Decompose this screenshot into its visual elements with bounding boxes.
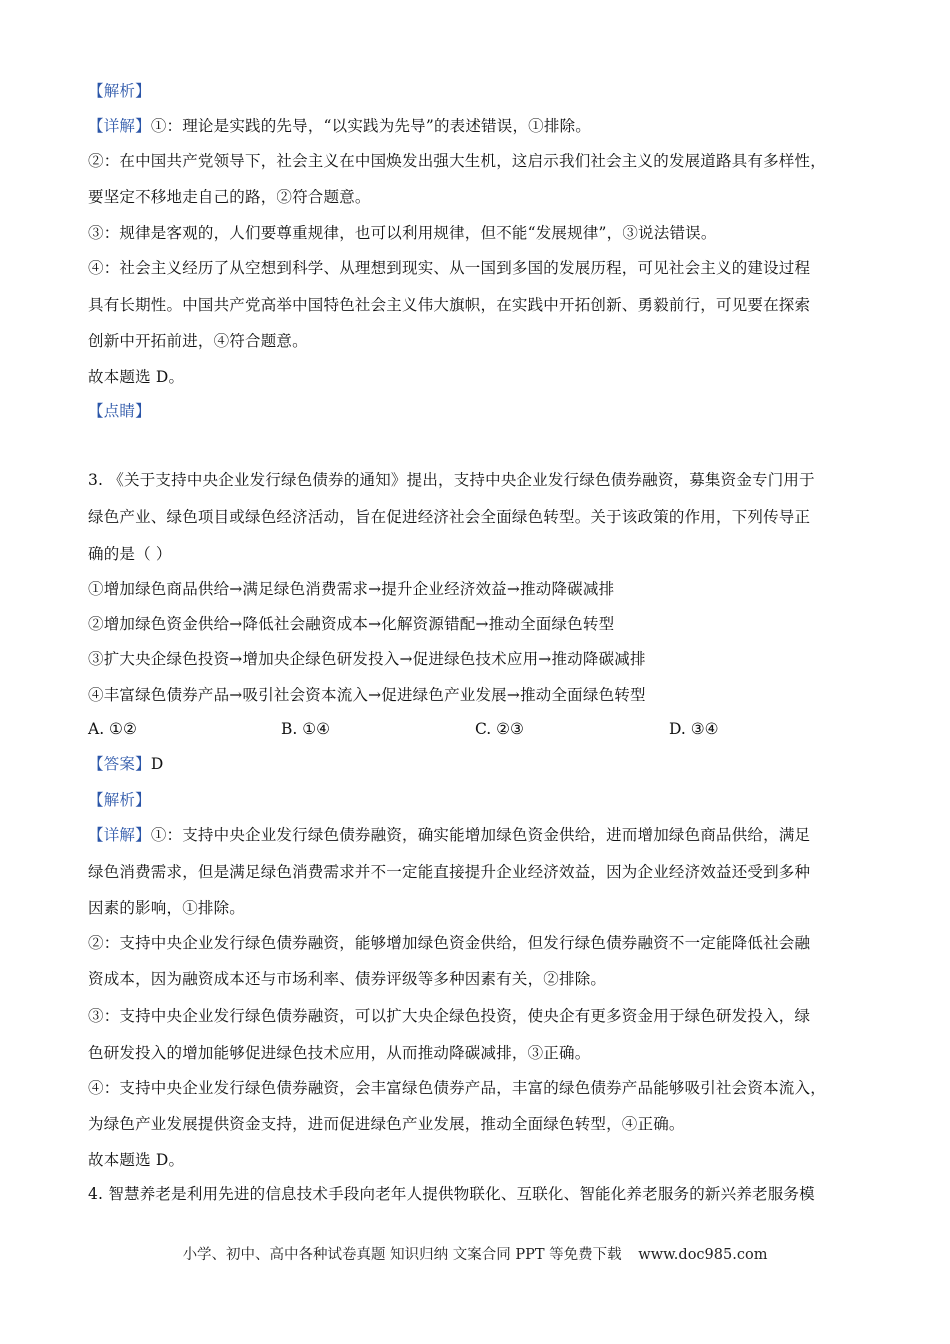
- detail-line: 资成本，因为融资成本还与市场利率、债券评级等多种因素有关，②排除。: [88, 970, 607, 988]
- detail-line: ④：支持中央企业发行绿色债券融资，会丰富绿色债券产品，丰富的绿色债券产品能够吸引社会资本流入，: [88, 1079, 826, 1097]
- section-tag-key-points: 【点睛】: [88, 402, 151, 420]
- conclusion: 故本题选 D。: [88, 1151, 185, 1169]
- footer-link[interactable]: www.doc985.com: [638, 1247, 768, 1263]
- question-3-stem: 绿色产业、绿色项目或绿色经济活动，旨在促进经济社会全面绿色转型。关于该政策的作用，下列传导正: [88, 508, 811, 526]
- question-3-item: ①增加绿色商品供给→满足绿色消费需求→提升企业经济效益→推动降碳减排: [88, 580, 615, 598]
- question-4-stem: 4. 智慧养老是利用先进的信息技术手段向老年人提供物联化、互联化、智能化养老服务的新兴养老服务模: [88, 1185, 815, 1203]
- option-c: C. ②③: [475, 720, 524, 738]
- detail-text: ①：支持中央企业发行绿色债券融资，确实能增加绿色资金供给，进而增加绿色商品供给，满足: [150, 826, 811, 844]
- question-3-stem: 确的是（ ）: [88, 545, 172, 563]
- detail-line: 要坚定不移地走自己的路，②符合题意。: [88, 188, 371, 206]
- detail-line: 创新中开拓前进，④符合题意。: [88, 332, 308, 350]
- detail-line: 因素的影响，①排除。: [88, 899, 246, 917]
- detail-line: 色研发投入的增加能够促进绿色技术应用，从而推动降碳减排，③正确。: [88, 1044, 591, 1062]
- detail-line: ②：在中国共产党领导下，社会主义在中国焕发出强大生机，这启示我们社会主义的发展道路具有多样性，: [88, 152, 826, 170]
- detail-line: 为绿色产业发展提供资金支持，进而促进绿色产业发展，推动全面绿色转型，④正确。: [88, 1115, 685, 1133]
- option-d: D. ③④: [669, 720, 719, 738]
- question-3-item: ②增加绿色资金供给→降低社会融资成本→化解资源错配→推动全面绿色转型: [88, 615, 615, 633]
- detail-line: 具有长期性。中国共产党高举中国特色社会主义伟大旗帜，在实践中开拓创新、勇毅前行，可见要在探索: [88, 296, 811, 314]
- conclusion: 故本题选 D。: [88, 368, 185, 386]
- detail-line: ③：支持中央企业发行绿色债券融资，可以扩大央企绿色投资，使央企有更多资金用于绿色研发投入，绿: [88, 1007, 811, 1025]
- detail-text: ①：理论是实践的先导，“以实践为先导”的表述错误，①排除。: [150, 117, 591, 135]
- option-b: B. ①④: [281, 720, 331, 738]
- detail-line: ③：规律是客观的，人们要尊重规律，也可以利用规律，但不能“发展规律”，③说法错误。: [88, 224, 717, 242]
- page-footer: [0, 1245, 950, 1265]
- answer-line: [88, 753, 878, 775]
- section-tag-detail: 【详解】: [88, 117, 151, 135]
- question-3-stem: 3. 《关于支持中央企业发行绿色债券的通知》提出，支持中央企业发行绿色债券融资，募集资金专门用于: [88, 471, 815, 489]
- section-tag-detail: 【详解】: [88, 826, 151, 844]
- footer-text: 小学、初中、高中各种试卷真题 知识归纳 文案合同 PPT 等免费下载: [182, 1247, 622, 1263]
- question-3-item: ④丰富绿色债券产品→吸引社会资本流入→促进绿色产业发展→推动全面绿色转型: [88, 686, 646, 704]
- detail-line: ④：社会主义经历了从空想到科学、从理想到现实、从一国到多国的发展历程，可见社会主义的建设过程: [88, 259, 811, 277]
- detail-paragraph-1: [88, 115, 878, 137]
- detail-line: ②：支持中央企业发行绿色债券融资，能够增加绿色资金供给，但发行绿色债券融资不一定能降低社会融: [88, 934, 811, 952]
- detail-paragraph-1: [88, 824, 878, 846]
- section-tag-analysis: 【解析】: [88, 791, 151, 809]
- option-a: A. ①②: [88, 720, 137, 738]
- detail-line: 绿色消费需求，但是满足绿色消费需求并不一定能直接提升企业经济效益，因为企业经济效益还受到多种: [88, 863, 811, 881]
- answer-value: D: [150, 755, 164, 773]
- section-tag-analysis: 【解析】: [88, 82, 151, 100]
- section-tag-answer: 【答案】: [88, 755, 151, 773]
- question-3-item: ③扩大央企绿色投资→增加央企绿色研发投入→促进绿色技术应用→推动降碳减排: [88, 650, 646, 668]
